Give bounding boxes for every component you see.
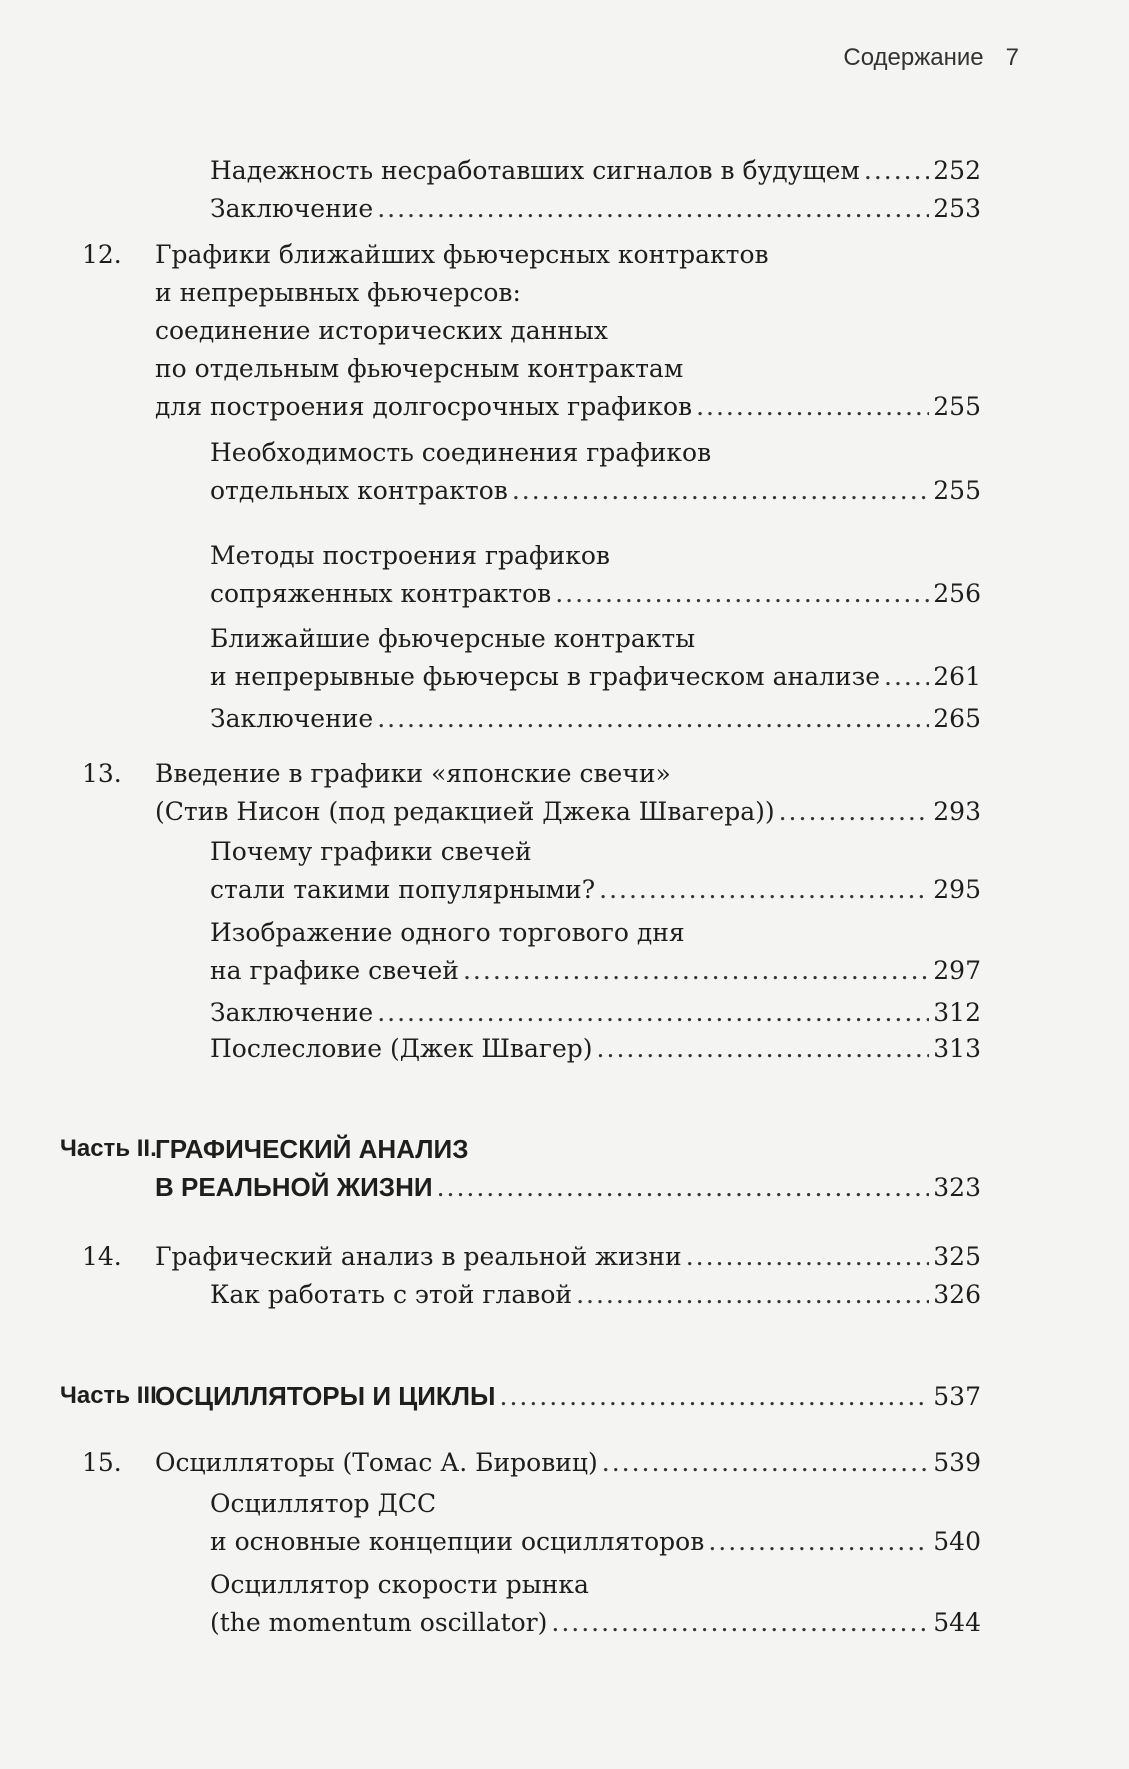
toc-entry[interactable]: Заключение ..... 265	[210, 700, 981, 738]
page-number: 293	[933, 797, 981, 826]
chapter-title-line[interactable]: Графики ближайших фьючерсных контрактов	[155, 240, 769, 269]
chapter-number: 14.	[82, 1242, 122, 1271]
part-label: Часть III.	[60, 1382, 164, 1409]
toc-entry[interactable]: стали такими популярными? ..... 295	[210, 871, 981, 909]
toc-entry[interactable]: ОСЦИЛЛЯТОРЫ И ЦИКЛЫ ..... 537	[155, 1377, 981, 1416]
page-number: 323	[933, 1173, 981, 1202]
part-label: Часть II.	[60, 1135, 157, 1162]
entry-line[interactable]: Необходимость соединения графиков	[210, 438, 712, 467]
chapter-number: 13.	[82, 759, 122, 788]
page-number: 253	[933, 194, 981, 223]
page-number: 544	[933, 1608, 981, 1637]
page-number: 539	[933, 1448, 981, 1477]
page-number: 326	[933, 1280, 981, 1309]
toc-entry[interactable]: Послесловие (Джек Швагер) ..... 313	[210, 1030, 981, 1068]
page-number: 295	[933, 875, 981, 904]
toc-entry[interactable]: Заключение ..... 253	[210, 190, 981, 228]
entry-line[interactable]: Изображение одного торгового дня	[210, 918, 685, 947]
toc-entry[interactable]: Графический анализ в реальной жизни ..... 325	[155, 1238, 981, 1276]
entry-line[interactable]: Осциллятор ДСС	[210, 1489, 437, 1518]
chapter-title-line[interactable]: Введение в графики «японские свечи»	[155, 759, 671, 788]
toc-entry[interactable]: на графике свечей ..... 297	[210, 952, 981, 990]
chapter-title-line[interactable]: и непрерывных фьючерсов:	[155, 278, 521, 307]
page-number: 265	[933, 704, 981, 733]
toc-entry[interactable]: отдельных контрактов ..... 255	[210, 472, 981, 510]
toc-entry[interactable]: и основные концепции осцилляторов ..... 540	[210, 1523, 981, 1561]
toc-entry[interactable]: Осцилляторы (Томас А. Бировиц) ..... 539	[155, 1444, 981, 1482]
toc-entry[interactable]: и непрерывные фьючерсы в графическом анализе ..... 261	[210, 658, 981, 696]
toc-entry[interactable]: для построения долгосрочных графиков ..... 255	[155, 388, 981, 426]
toc-entry[interactable]: В РЕАЛЬНОЙ ЖИЗНИ ..... 323	[155, 1168, 981, 1207]
page-number: 537	[933, 1382, 981, 1411]
toc-entry[interactable]: сопряженных контрактов ..... 256	[210, 575, 981, 613]
page-number: 312	[933, 998, 981, 1027]
toc-entry[interactable]: Заключение ..... 312	[210, 994, 981, 1032]
chapter-title-line[interactable]: по отдельным фьючерсным контрактам	[155, 354, 684, 383]
page-number: 255	[933, 392, 981, 421]
chapter-title-line[interactable]: соединение исторических данных	[155, 316, 608, 345]
page-number: 297	[933, 956, 981, 985]
entry-line[interactable]: Ближайшие фьючерсные контракты	[210, 624, 696, 653]
page-number: 313	[933, 1034, 981, 1063]
toc-entry[interactable]: Надежность несработавших сигналов в будущем ..... 252	[210, 152, 981, 190]
entry-line[interactable]: Почему графики свечей	[210, 837, 532, 866]
page-number: 261	[933, 662, 981, 691]
entry-line[interactable]: Методы построения графиков	[210, 541, 610, 570]
part-title-line[interactable]: ГРАФИЧЕСКИЙ АНАЛИЗ	[155, 1134, 469, 1164]
page-number: 252	[933, 156, 981, 185]
header-page-number: 7	[1005, 44, 1019, 71]
entry-line[interactable]: Осциллятор скорости рынка	[210, 1570, 589, 1599]
chapter-number: 12.	[82, 240, 122, 269]
page-number: 256	[933, 579, 981, 608]
toc-entry[interactable]: (the momentum oscillator) ..... 544	[210, 1604, 981, 1642]
running-header	[843, 44, 1019, 72]
page-number: 255	[933, 476, 981, 505]
page-number: 540	[933, 1527, 981, 1556]
header-title: Содержание	[843, 44, 984, 71]
toc-entry[interactable]: Как работать с этой главой ..... 326	[210, 1276, 981, 1314]
chapter-number: 15.	[82, 1448, 122, 1477]
page-number: 325	[933, 1242, 981, 1271]
toc-entry[interactable]: (Стив Нисон (под редакцией Джека Швагера)) ..... 293	[155, 793, 981, 831]
